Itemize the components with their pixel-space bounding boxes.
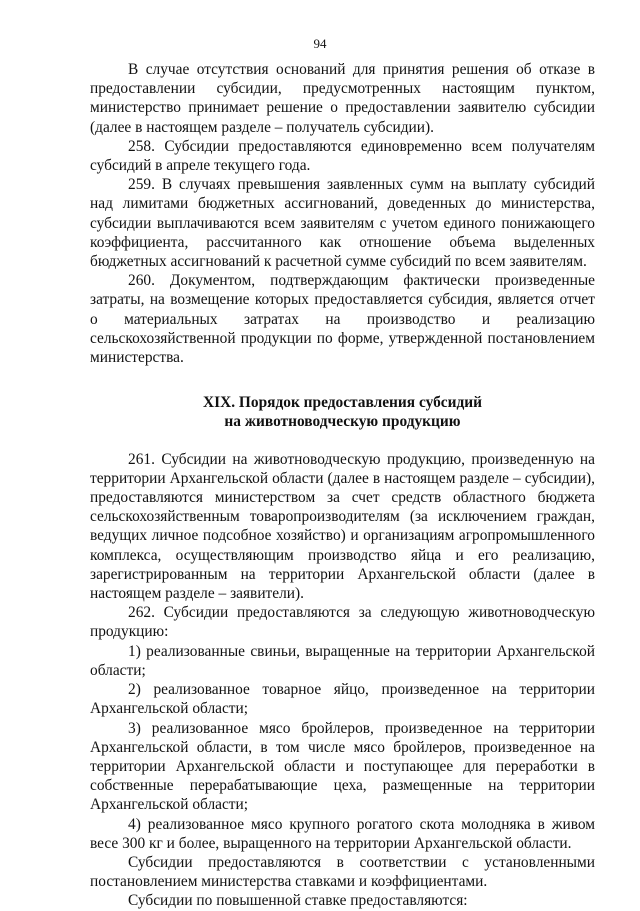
paragraph-259: 259. В случаях превышения заявленных сумм на выплату субсидий над лимитами бюджетных ассигнований, доведенных до министерства, субсидии выплачиваются всем заявителям с учетом единого понижающего коэффициента, рассчитанного как отношение объема выделенных бюджетных ассигнований к расчетной сумме субсидий по всем заявителям. — [90, 176, 595, 271]
paragraph-no-grounds-decision: В случае отсутствия оснований для принятия решения об отказе в предоставлении субсидии, предусмотренных настоящим пунктом, министерство принимает решение о предоставлении заявителю субсидии (далее в настоящем разделе – получатель субсидии). — [90, 61, 595, 136]
section-heading-line-2: на животноводческую продукцию — [224, 413, 461, 431]
paragraph-262: 262. Субсидии предоставляются за следующую животноводческую продукцию: — [90, 604, 595, 641]
list-item-1-pigs: 1) реализованные свиньи, выращенные на территории Архангельской области; — [90, 642, 595, 679]
page-number: 94 — [313, 36, 327, 51]
paragraph-261: 261. Субсидии на животноводческую продукцию, произведенную на территории Архангельской области (далее в настоящем разделе – субсидии), предоставляются министерством за счет средств областного бюджета сельскохозяйственным товаропроизводителям (за исключением граждан, ведущих личное подсобное хозяйство) и организациям агропромышленного комплекса, осуществляющим производство яйца и его реализацию, зарегистрированным на территории Архангельской области (далее в настоящем разделе – заявители). — [90, 450, 595, 603]
section-heading-line-1: XIX. Порядок предоставления субсидий — [203, 394, 482, 412]
list-item-3-broilers: 3) реализованное мясо бройлеров, произведенное на территории Архангельской области, в том числе мясо бройлеров, произведенное на территории Архангельской области и поступающее для переработки в собственные перерабатывающие цеха, размещенные на территории Архангельской области; — [90, 719, 595, 814]
list-item-2-eggs: 2) реализованное товарное яйцо, произведенное на территории Архангельской области; — [90, 681, 595, 718]
section-heading — [90, 393, 595, 431]
paragraph-258: 258. Субсидии предоставляются единовременно всем получателям субсидий в апреле текущего года. — [90, 137, 595, 175]
paragraph-increased-rate: Субсидии по повышенной ставке предоставляются: — [128, 892, 468, 910]
paragraph-rates: Субсидии предоставляются в соответствии с установленными постановлением министерства ставками и коэффициентами. — [90, 853, 595, 891]
page-content — [90, 60, 595, 911]
paragraph-260: 260. Документом, подтверждающим фактически произведенные затраты, на возмещение которых предоставляется субсидия, является отчет о материальных затратах на производство и реализацию сельскохозяйственной продукции по форме, утвержденной постановлением министерства. — [90, 272, 595, 367]
list-item-4-cattle: 4) реализованное мясо крупного рогатого скота молодняка в живом весе 300 кг и более, выращенного на территории Архангельской области. — [90, 815, 595, 852]
